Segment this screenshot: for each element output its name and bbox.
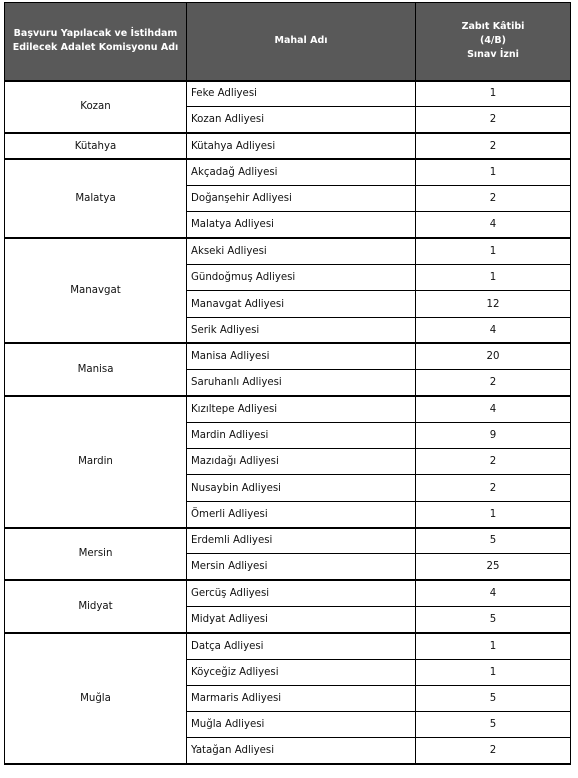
mahal-cell: Manisa Adliyesi <box>187 343 416 369</box>
komisyon-cell: Muğla <box>5 633 187 764</box>
izin-cell: 20 <box>416 343 571 369</box>
header-izin-line2: (4/B) <box>479 35 506 47</box>
mahal-cell: Ömerli Adliyesi <box>187 501 416 527</box>
izin-cell: 5 <box>416 712 571 738</box>
mahal-cell: Kütahya Adliyesi <box>187 133 416 159</box>
izin-cell: 2 <box>416 186 571 212</box>
mahal-cell: Saruhanlı Adliyesi <box>187 370 416 396</box>
komisyon-cell: Mardin <box>5 396 187 527</box>
komisyon-cell: Kozan <box>5 81 187 134</box>
izin-cell: 4 <box>416 212 571 238</box>
mahal-cell: Malatya Adliyesi <box>187 212 416 238</box>
mahal-cell: Köyceğiz Adliyesi <box>187 659 416 685</box>
izin-cell: 9 <box>416 422 571 448</box>
izin-cell: 2 <box>416 475 571 501</box>
izin-cell: 2 <box>416 107 571 133</box>
izin-cell: 12 <box>416 291 571 317</box>
header-mahal <box>187 3 416 81</box>
izin-cell: 1 <box>416 159 571 185</box>
izin-cell: 1 <box>416 81 571 107</box>
komisyon-cell: Malatya <box>5 159 187 238</box>
table-row <box>5 633 571 659</box>
table-body <box>5 81 571 765</box>
mahal-cell: Mardin Adliyesi <box>187 422 416 448</box>
izin-cell: 4 <box>416 580 571 606</box>
table-row <box>5 396 571 422</box>
izin-cell: 25 <box>416 554 571 580</box>
mahal-cell: Midyat Adliyesi <box>187 606 416 632</box>
mahal-cell: Erdemli Adliyesi <box>187 528 416 554</box>
komisyon-cell: Midyat <box>5 580 187 633</box>
table-row <box>5 238 571 264</box>
mahal-cell: Serik Adliyesi <box>187 317 416 343</box>
header-komisyon-line1: Başvuru Yapılacak ve İstihdam <box>13 28 178 40</box>
mahal-cell: Akçadağ Adliyesi <box>187 159 416 185</box>
mahal-cell: Kızıltepe Adliyesi <box>187 396 416 422</box>
komisyon-cell: Mersin <box>5 528 187 581</box>
table-row <box>5 81 571 107</box>
header-izin-line3: Sınav İzni <box>467 49 519 61</box>
table-row <box>5 528 571 554</box>
mahal-cell: Datça Adliyesi <box>187 633 416 659</box>
izin-cell: 2 <box>416 738 571 764</box>
header-izin-line1: Zabıt Kâtibi <box>461 21 525 33</box>
header-row <box>5 3 571 81</box>
mahal-cell: Manavgat Adliyesi <box>187 291 416 317</box>
izin-cell: 1 <box>416 265 571 291</box>
mahal-cell: Kozan Adliyesi <box>187 107 416 133</box>
izin-cell: 1 <box>416 501 571 527</box>
izin-cell: 2 <box>416 133 571 159</box>
izin-cell: 4 <box>416 317 571 343</box>
izin-cell: 5 <box>416 606 571 632</box>
izin-cell: 5 <box>416 528 571 554</box>
mahal-cell: Doğanşehir Adliyesi <box>187 186 416 212</box>
header-komisyon-line2: Edilecek Adalet Komisyonu Adı <box>12 42 179 54</box>
izin-cell: 1 <box>416 238 571 264</box>
header-mahal-label: Mahal Adı <box>274 35 328 47</box>
izin-cell: 1 <box>416 633 571 659</box>
table-row <box>5 580 571 606</box>
table-row <box>5 159 571 185</box>
mahal-cell: Gercüş Adliyesi <box>187 580 416 606</box>
komisyon-cell: Kütahya <box>5 133 187 159</box>
mahal-cell: Marmaris Adliyesi <box>187 685 416 711</box>
table-header <box>5 3 571 81</box>
header-komisyon <box>5 3 187 81</box>
mahal-cell: Yatağan Adliyesi <box>187 738 416 764</box>
mahal-cell: Akseki Adliyesi <box>187 238 416 264</box>
izin-cell: 1 <box>416 659 571 685</box>
izin-cell: 2 <box>416 449 571 475</box>
izin-cell: 2 <box>416 370 571 396</box>
table-row <box>5 343 571 369</box>
mahal-cell: Mazıdağı Adliyesi <box>187 449 416 475</box>
mahal-cell: Mersin Adliyesi <box>187 554 416 580</box>
izin-cell: 5 <box>416 685 571 711</box>
sinav-izni-table <box>4 2 571 765</box>
mahal-cell: Feke Adliyesi <box>187 81 416 107</box>
mahal-cell: Nusaybin Adliyesi <box>187 475 416 501</box>
header-izin <box>416 3 571 81</box>
table-row <box>5 133 571 159</box>
izin-cell: 4 <box>416 396 571 422</box>
document-sheet <box>4 2 571 765</box>
mahal-cell: Muğla Adliyesi <box>187 712 416 738</box>
komisyon-cell: Manisa <box>5 343 187 396</box>
komisyon-cell: Manavgat <box>5 238 187 343</box>
mahal-cell: Gündoğmuş Adliyesi <box>187 265 416 291</box>
